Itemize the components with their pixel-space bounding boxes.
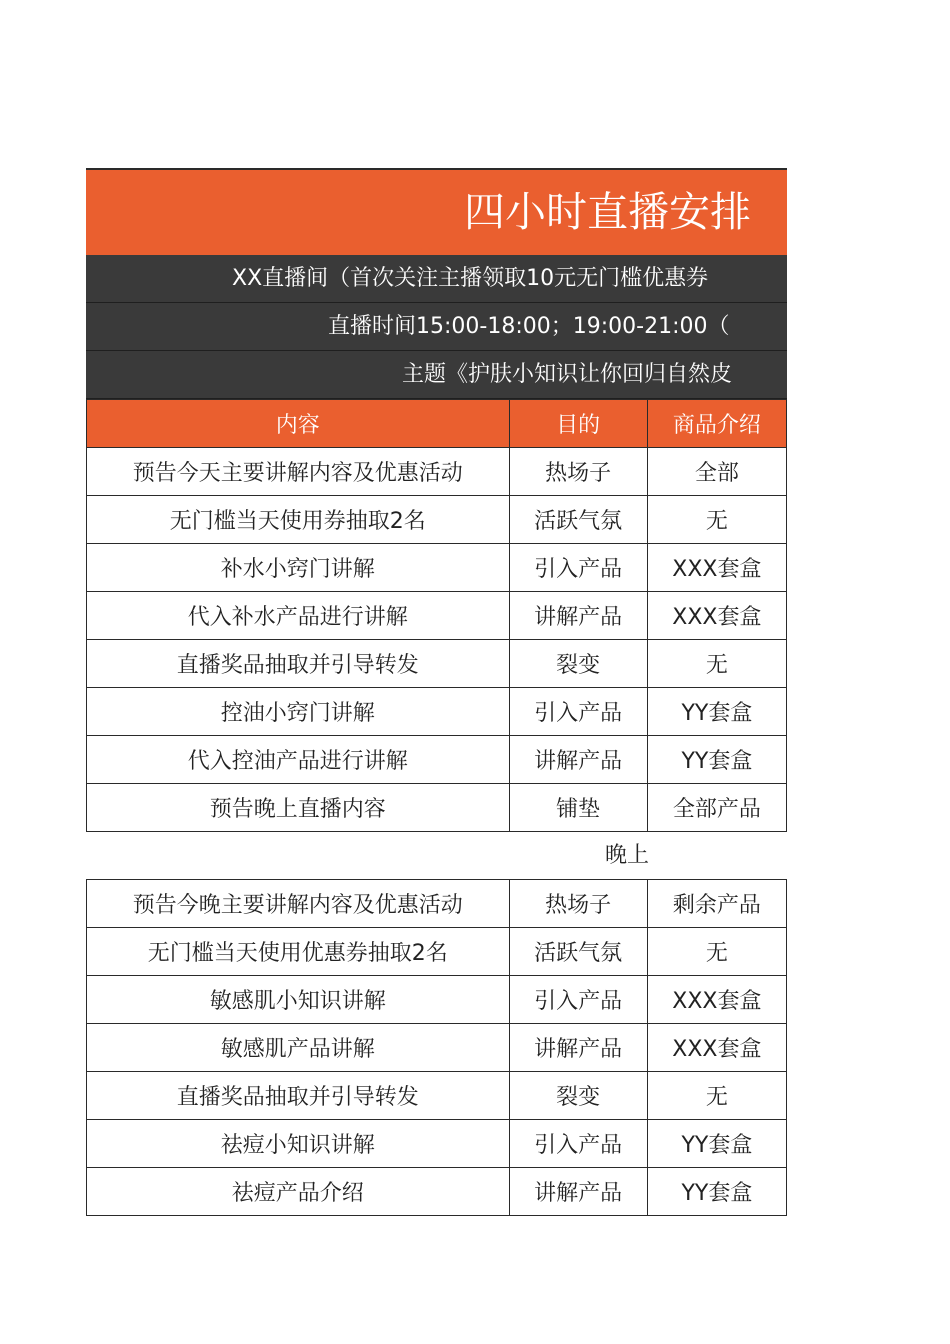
cell-product: 无 bbox=[647, 1072, 786, 1120]
cell-product: 无 bbox=[647, 640, 786, 688]
cell-purpose: 讲解产品 bbox=[509, 1024, 647, 1072]
cell-purpose: 裂变 bbox=[509, 1072, 647, 1120]
cell-content: 补水小窍门讲解 bbox=[87, 544, 510, 592]
info-row-coupon: XX直播间（首次关注主播领取10元无门槛优惠券 bbox=[86, 255, 787, 303]
cell-content: 代入控油产品进行讲解 bbox=[87, 736, 510, 784]
afternoon-table bbox=[86, 399, 787, 832]
table-row bbox=[87, 592, 787, 640]
cell-product: XXX套盒 bbox=[647, 544, 786, 592]
cell-content: 预告今天主要讲解内容及优惠活动 bbox=[87, 448, 510, 496]
cell-product: XXX套盒 bbox=[647, 976, 786, 1024]
table-row bbox=[87, 544, 787, 592]
cell-product: YY套盒 bbox=[647, 1168, 786, 1216]
table-row bbox=[87, 1168, 787, 1216]
cell-product: YY套盒 bbox=[647, 736, 786, 784]
cell-purpose: 活跃气氛 bbox=[509, 928, 647, 976]
cell-purpose: 引入产品 bbox=[509, 976, 647, 1024]
cell-purpose: 引入产品 bbox=[509, 1120, 647, 1168]
header-purpose: 目的 bbox=[509, 400, 647, 448]
cell-content: 祛痘小知识讲解 bbox=[87, 1120, 510, 1168]
cell-product: XXX套盒 bbox=[647, 592, 786, 640]
cell-content: 直播奖品抽取并引导转发 bbox=[87, 1072, 510, 1120]
table-row bbox=[87, 976, 787, 1024]
cell-purpose: 讲解产品 bbox=[509, 736, 647, 784]
page-title: 四小时直播安排 bbox=[86, 168, 787, 255]
cell-content: 代入补水产品进行讲解 bbox=[87, 592, 510, 640]
header-product: 商品介绍 bbox=[647, 400, 786, 448]
cell-product: XXX套盒 bbox=[647, 1024, 786, 1072]
table-row bbox=[87, 1120, 787, 1168]
cell-content: 祛痘产品介绍 bbox=[87, 1168, 510, 1216]
table-row bbox=[87, 880, 787, 928]
cell-product: 全部产品 bbox=[647, 784, 786, 832]
header-content: 内容 bbox=[87, 400, 510, 448]
cell-content: 控油小窍门讲解 bbox=[87, 688, 510, 736]
cell-product: 全部 bbox=[647, 448, 786, 496]
cell-purpose: 活跃气氛 bbox=[509, 496, 647, 544]
cell-content: 敏感肌产品讲解 bbox=[87, 1024, 510, 1072]
table-row bbox=[87, 448, 787, 496]
table-row bbox=[87, 640, 787, 688]
table-row bbox=[87, 928, 787, 976]
info-row-time: 直播时间15:00-18:00；19:00-21:00（ bbox=[86, 303, 787, 351]
cell-product: 剩余产品 bbox=[647, 880, 786, 928]
cell-purpose: 裂变 bbox=[509, 640, 647, 688]
cell-purpose: 引入产品 bbox=[509, 544, 647, 592]
cell-product: 无 bbox=[647, 928, 786, 976]
cell-product: 无 bbox=[647, 496, 786, 544]
table-header-row bbox=[87, 400, 787, 448]
cell-content: 预告今晚主要讲解内容及优惠活动 bbox=[87, 880, 510, 928]
schedule-sheet bbox=[86, 168, 787, 1216]
cell-purpose: 讲解产品 bbox=[509, 592, 647, 640]
cell-purpose: 引入产品 bbox=[509, 688, 647, 736]
cell-content: 无门槛当天使用优惠券抽取2名 bbox=[87, 928, 510, 976]
cell-purpose: 讲解产品 bbox=[509, 1168, 647, 1216]
cell-product: YY套盒 bbox=[647, 688, 786, 736]
table-row bbox=[87, 496, 787, 544]
table-row bbox=[87, 784, 787, 832]
table-row bbox=[87, 688, 787, 736]
cell-content: 直播奖品抽取并引导转发 bbox=[87, 640, 510, 688]
table-row bbox=[87, 1024, 787, 1072]
cell-content: 无门槛当天使用券抽取2名 bbox=[87, 496, 510, 544]
cell-product: YY套盒 bbox=[647, 1120, 786, 1168]
evening-table bbox=[86, 879, 787, 1216]
cell-purpose: 热场子 bbox=[509, 448, 647, 496]
cell-purpose: 铺垫 bbox=[509, 784, 647, 832]
cell-content: 敏感肌小知识讲解 bbox=[87, 976, 510, 1024]
cell-content: 预告晚上直播内容 bbox=[87, 784, 510, 832]
table-row bbox=[87, 736, 787, 784]
table-row bbox=[87, 1072, 787, 1120]
info-row-theme: 主题《护肤小知识让你回归自然皮 bbox=[86, 351, 787, 399]
cell-purpose: 热场子 bbox=[509, 880, 647, 928]
evening-section-label: 晚上 bbox=[604, 843, 649, 868]
